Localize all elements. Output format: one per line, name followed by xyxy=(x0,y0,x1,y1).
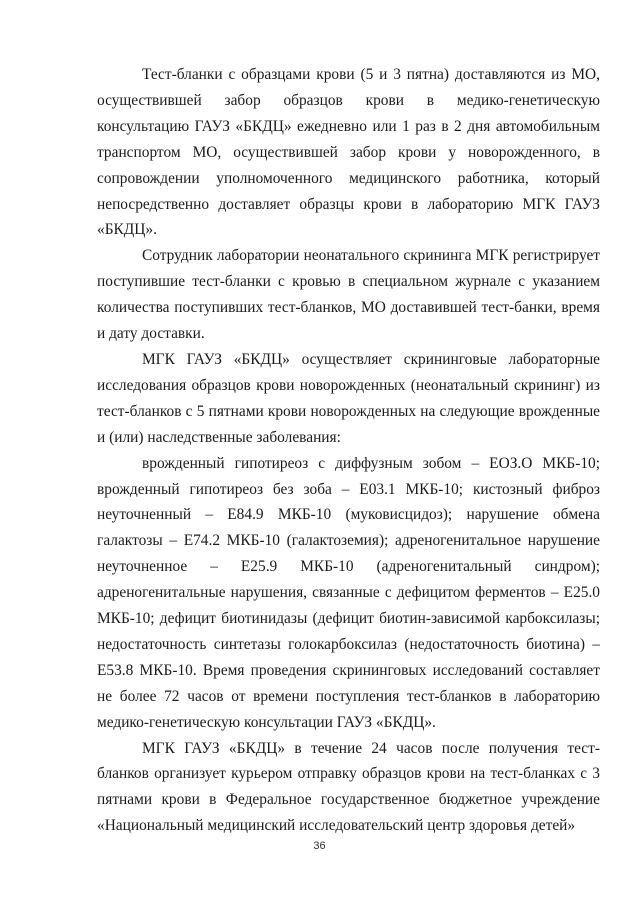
paragraph-sample-delivery: Тест-бланки с образцами крови (5 и 3 пятна) доставляются из МО, осуществившей забор образцов крови в медико-генетическую консультацию ГАУЗ «БКДЦ» ежедневно или 1 раз в 2 дня автомобильным транспортом МО, осуществившей забор крови у новорожденного, в сопровождении уполномоченного медицинского работника, который непосредственно доставляет образцы крови в лабораторию МГК ГАУЗ «БКДЦ». xyxy=(97,66,600,239)
page-number: 36 xyxy=(313,840,326,852)
paragraph-screening-intro: МГК ГАУЗ «БКДЦ» осуществляет скрининговые лабораторные исследования образцов крови новорожденных (неонатальный скрининг) из тест-бланков с 5 пятнами крови новорожденных на следующие врожденные и (или) наследственные заболевания: xyxy=(97,350,600,446)
paragraph-disease-list: врожденный гипотиреоз с диффузным зобом – ЕОЗ.О МКБ-10; врожденный гипотиреоз без зоба – Е03.1 МКБ-10; кистозный фиброз неуточненный – Е84.9 МКБ-10 (муковисцидоз); нарушение обмена галактозы – Е74.2 МКБ-10 (галактоземия); адреногенитальное нарушение неуточненное – Е25.9 МКБ-10 (адреногенитальный синдром); адреногенитальные нарушения, связанные с дефицитом ферментов – Е25.0 МКБ-10; дефицит биотинидазы (дефицит биотин-зависимой карбоксилазы; недостаточность синтетазы голокарбоксилаз (недостаточность биотина) – Е53.8 МКБ-10. Время проведения скрининговых исследований составляет не более 72 часов от времени поступления тест-бланков в лабораторию медико-генетическую консультации ГАУЗ «БКДЦ». xyxy=(97,454,600,731)
document-body xyxy=(97,62,600,839)
paragraph-courier-dispatch: МГК ГАУЗ «БКДЦ» в течение 24 часов после получения тест-бланков организует курьером отправку образцов крови на тест-бланках с 3 пятнами крови в Федеральное государственное бюджетное учреждение «Национальный медицинский исследовательский центр здоровья детей» xyxy=(97,739,600,835)
paragraph-registration: Сотрудник лаборатории неонатального скрининга МГК регистрирует поступившие тест-бланки с кровью в специальном журнале с указанием количества поступивших тест-бланков, МО доставившей тест-банки, время и дату доставки. xyxy=(97,247,600,343)
